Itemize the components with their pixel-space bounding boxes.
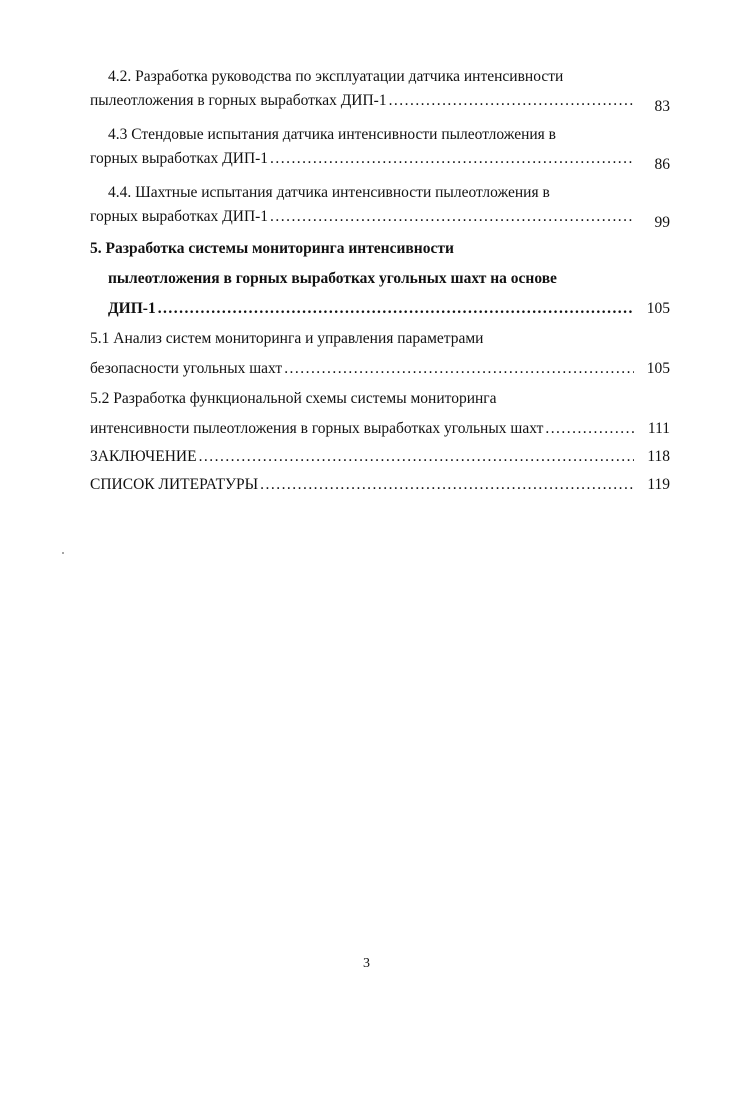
toc-entry-title-line1: 5.1 Анализ систем мониторинга и управления параметрами — [90, 330, 484, 347]
toc-entry-line — [90, 148, 670, 173]
toc-entry-line — [90, 206, 670, 231]
toc-entry-conclusion — [90, 446, 670, 468]
toc-entry-title-line1: 5.2 Разработка функциональной схемы системы мониторинга — [90, 390, 497, 407]
toc-entry-page: 119 — [647, 476, 670, 493]
toc-entry-title-line1: 4.2. Разработка руководства по эксплуатации датчика интенсивности — [108, 68, 564, 85]
dot-leader — [158, 298, 634, 320]
toc-entry-line — [90, 358, 670, 380]
dot-leader — [260, 474, 634, 496]
toc-entry-4-4 — [90, 182, 670, 231]
toc-entry-5-2 — [90, 388, 670, 440]
toc-entry-page: 86 — [654, 156, 670, 173]
toc-entry-title-line3: ДИП-1 — [108, 300, 156, 317]
toc-entry-title-line1: 4.3 Стендовые испытания датчика интенсивности пылеотложения в — [108, 126, 556, 143]
table-of-contents — [90, 66, 670, 496]
dot-leader — [389, 90, 634, 112]
toc-entry-line — [90, 388, 670, 410]
scan-speck — [62, 552, 64, 554]
dot-leader — [270, 148, 634, 170]
toc-entry-4-3 — [90, 124, 670, 173]
toc-entry-line — [90, 182, 670, 204]
toc-entry-page: 105 — [646, 300, 670, 317]
toc-entry-5 — [90, 238, 670, 320]
toc-entry-line — [90, 90, 670, 115]
toc-entry-line — [90, 66, 670, 88]
toc-entry-line — [90, 238, 670, 260]
toc-entry-title-line1: 4.4. Шахтные испытания датчика интенсивности пылеотложения в — [108, 184, 550, 201]
toc-entry-page: 111 — [647, 420, 670, 437]
toc-entry-4-2 — [90, 66, 670, 115]
toc-entry-line — [90, 328, 670, 350]
dot-leader — [284, 358, 634, 380]
toc-entry-references — [90, 474, 670, 496]
toc-entry-line — [90, 268, 670, 290]
toc-entry-line — [90, 474, 670, 496]
toc-entry-title-line2: пылеотложения в горных выработках ДИП-1 — [90, 92, 387, 109]
toc-entry-line — [90, 418, 670, 440]
toc-entry-title-line2: пылеотложения в горных выработках угольных шахт на основе — [108, 270, 557, 287]
toc-entry-line — [90, 124, 670, 146]
dot-leader — [270, 206, 634, 228]
toc-entry-title-line1: 5. Разработка системы мониторинга интенсивности — [90, 240, 454, 257]
toc-entry-title-line1: ЗАКЛЮЧЕНИЕ — [90, 448, 197, 465]
toc-entry-title-line2: горных выработках ДИП-1 — [90, 150, 269, 167]
dot-leader — [545, 418, 634, 440]
toc-entry-page: 118 — [647, 448, 670, 465]
toc-entry-title-line2: горных выработках ДИП-1 — [90, 208, 269, 225]
toc-entry-title-line2: интенсивности пылеотложения в горных выработках угольных шахт — [90, 420, 544, 437]
toc-entry-title-line1: СПИСОК ЛИТЕРАТУРЫ — [90, 476, 259, 493]
toc-entry-page: 99 — [654, 214, 670, 231]
toc-entry-page: 83 — [654, 98, 670, 115]
toc-entry-page: 105 — [646, 360, 670, 377]
dot-leader — [199, 446, 634, 468]
toc-entry-5-1 — [90, 328, 670, 380]
toc-entry-line — [90, 298, 670, 320]
page-number: 3 — [363, 956, 370, 971]
toc-entry-title-line2: безопасности угольных шахт — [90, 360, 283, 377]
toc-entry-line — [90, 446, 670, 468]
